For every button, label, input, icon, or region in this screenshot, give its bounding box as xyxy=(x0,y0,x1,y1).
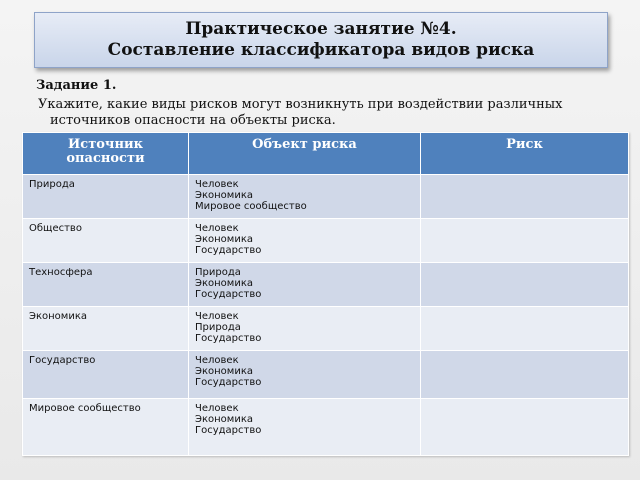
object-item: Экономика xyxy=(195,278,254,289)
source-cell: Мировое сообщество xyxy=(23,399,189,456)
object-item: Государство xyxy=(195,425,262,436)
risk-cell[interactable] xyxy=(421,263,629,307)
object-cell xyxy=(189,175,421,219)
risk-classifier-table xyxy=(22,132,629,456)
object-item: Человек xyxy=(195,179,239,190)
risk-cell[interactable] xyxy=(421,307,629,351)
table-row xyxy=(23,175,629,219)
slide-title xyxy=(34,12,608,68)
object-cell xyxy=(189,263,421,307)
source-cell: Природа xyxy=(23,175,189,219)
object-item: Человек xyxy=(195,223,239,234)
object-cell xyxy=(189,351,421,399)
table-row xyxy=(23,307,629,351)
object-item: Мировое сообщество xyxy=(195,201,307,212)
task-label: Задание 1. xyxy=(36,78,117,93)
source-cell: Техносфера xyxy=(23,263,189,307)
object-item: Экономика xyxy=(195,234,254,245)
object-item: Природа xyxy=(195,267,241,278)
table-row xyxy=(23,263,629,307)
object-cell xyxy=(189,307,421,351)
slide-title-line2: Составление классификатора видов риска xyxy=(107,40,535,60)
object-item: Экономика xyxy=(195,190,254,201)
task-text: Укажите, какие виды рисков могут возникнуть при воздействии различных источников опасности на объекты риска. xyxy=(38,97,563,128)
table-header-row xyxy=(23,133,629,175)
source-cell: Экономика xyxy=(23,307,189,351)
object-item: Государство xyxy=(195,377,262,388)
header-risk: Риск xyxy=(421,133,629,175)
object-item: Государство xyxy=(195,333,262,344)
risk-cell[interactable] xyxy=(421,219,629,263)
object-item: Природа xyxy=(195,322,241,333)
object-item: Государство xyxy=(195,245,262,256)
object-item: Государство xyxy=(195,289,262,300)
object-item: Экономика xyxy=(195,366,254,377)
risk-cell[interactable] xyxy=(421,351,629,399)
object-item: Человек xyxy=(195,403,239,414)
object-item: Человек xyxy=(195,311,239,322)
header-object: Объект риска xyxy=(189,133,421,175)
object-item: Экономика xyxy=(195,414,254,425)
table-row xyxy=(23,219,629,263)
object-cell xyxy=(189,399,421,456)
risk-cell[interactable] xyxy=(421,399,629,456)
slide-title-line1: Практическое занятие №4. xyxy=(185,19,457,39)
risk-cell[interactable] xyxy=(421,175,629,219)
header-source: Источник опасности xyxy=(23,133,189,175)
table-row xyxy=(23,399,629,456)
table-row xyxy=(23,351,629,399)
source-cell: Общество xyxy=(23,219,189,263)
source-cell: Государство xyxy=(23,351,189,399)
object-cell xyxy=(189,219,421,263)
object-item: Человек xyxy=(195,355,239,366)
